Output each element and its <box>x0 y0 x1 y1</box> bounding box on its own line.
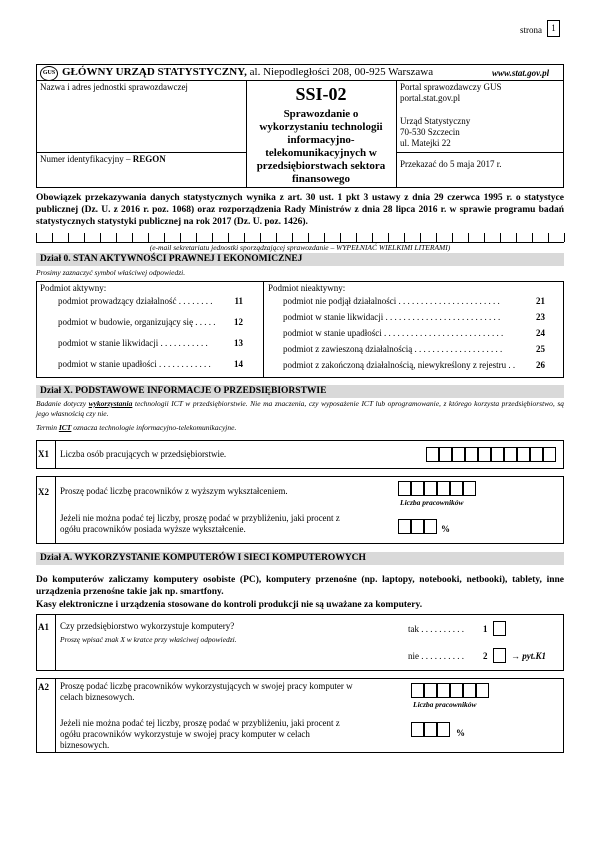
page-label: strona <box>520 25 542 35</box>
email-cell-divider <box>308 233 309 242</box>
a1-question: Czy przedsiębiorstwo wykorzystuje komputery? <box>60 621 235 631</box>
option-code: 14 <box>234 359 243 369</box>
email-cell-divider <box>340 233 341 242</box>
option-code: 24 <box>536 328 545 338</box>
email-cell-divider <box>452 233 453 242</box>
inactive-option-25[interactable] <box>283 344 545 354</box>
a2-caption: Liczba pracowników <box>413 700 477 709</box>
option-label: podmiot w stanie likwidacji . . . . . . . . . . . <box>58 338 208 348</box>
email-cell-divider <box>212 233 213 242</box>
option-code: 26 <box>536 360 545 370</box>
input-cell[interactable] <box>437 683 450 698</box>
email-cell-divider <box>276 233 277 242</box>
a2-alt-text: Jeżeli nie można podać tej liczby, proszę podać w przybliżeniu, jaki procent z ogółu pracowników wykorzystuje w swojej pracy komputer w celach biznesowych. <box>60 718 340 750</box>
option-code: 23 <box>536 312 545 322</box>
input-cell[interactable] <box>491 447 504 462</box>
a1-yes-code: 1 <box>483 624 488 634</box>
ict-definition: Termin ICT oznacza technologie informacyjno-telekomunikacyjne. <box>36 423 237 432</box>
sectionX-intro: Badanie dotyczy wykorzystania technologii ICT w przedsiębiorstwie. Nie ma znaczenia, czy wyposażenie ICT lub oprogramowanie, z którego korzysta przedsiębiorstwo, są jego własnością czy nie. <box>36 399 565 418</box>
x2-percent-input[interactable] <box>398 519 437 534</box>
email-cell-divider <box>372 233 373 242</box>
x2-question: Proszę podać liczbę pracowników z wyższym wykształceniem. <box>60 486 288 496</box>
portal-info: Portal sprawozdawczy GUS portal.stat.gov.pl <box>400 82 502 103</box>
input-cell[interactable] <box>411 683 424 698</box>
email-cell-divider <box>532 233 533 242</box>
input-cell[interactable] <box>463 683 476 698</box>
a2-question: Proszę podać liczbę pracowników wykorzystujących w swojej pracy komputer w celach biznesowych. <box>60 681 353 702</box>
input-cell[interactable] <box>465 447 478 462</box>
email-cell-divider <box>84 233 85 242</box>
option-label: podmiot nie podjął działalności . . . . . . . . . . . . . . . . . . . . . . . <box>283 296 500 306</box>
a2-code: A2 <box>38 682 49 692</box>
email-field[interactable] <box>36 228 564 243</box>
email-cell-divider <box>548 233 549 242</box>
input-cell[interactable] <box>439 447 452 462</box>
email-cell-divider <box>516 233 517 242</box>
option-code: 21 <box>536 296 545 306</box>
email-cell-divider <box>116 233 117 242</box>
sectionA-def2: Kasy elektroniczne i urządzenia stosowane do kontroli produkcji nie są uważane za komputery. <box>36 600 423 610</box>
input-cell[interactable] <box>411 481 424 496</box>
x1-code: X1 <box>38 449 49 459</box>
active-option-12[interactable] <box>58 317 243 327</box>
input-cell[interactable] <box>450 683 463 698</box>
input-cell[interactable] <box>452 447 465 462</box>
active-option-13[interactable] <box>58 338 243 348</box>
email-cell-divider <box>52 233 53 242</box>
form-title: Sprawozdanie o wykorzystaniu technologii informacyjno-telekomunikacyjnych w przedsiębiorstwach sektora finansowego <box>256 108 386 185</box>
input-cell[interactable] <box>517 447 530 462</box>
a1-yes-label: tak . . . . . . . . . . <box>408 624 464 634</box>
sectionA-title: Dział A. WYKORZYSTANIE KOMPUTERÓW I SIECI KOMPUTEROWYCH <box>36 552 564 565</box>
input-cell[interactable] <box>411 519 424 534</box>
inactive-header: Podmiot nieaktywny: <box>268 283 346 293</box>
email-cell-divider <box>500 233 501 242</box>
input-cell[interactable] <box>424 481 437 496</box>
email-cell-divider <box>436 233 437 242</box>
inactive-option-21[interactable] <box>283 296 545 306</box>
a2-percent-sign: % <box>456 728 465 738</box>
input-cell[interactable] <box>450 481 463 496</box>
active-option-14[interactable] <box>58 359 243 369</box>
inactive-option-24[interactable] <box>283 328 545 338</box>
email-cell-divider <box>468 233 469 242</box>
option-label: podmiot z zakończoną działalnością, niewykreślony z rejestru . . <box>283 360 516 370</box>
option-label: podmiot w stanie likwidacji . . . . . . . . . . . . . . . . . . . . . . . . . . <box>283 312 501 322</box>
x2-caption: Liczba pracowników <box>400 498 464 507</box>
email-cell-divider <box>388 233 389 242</box>
option-code: 11 <box>234 296 243 306</box>
option-code: 12 <box>234 317 243 327</box>
a1-no-checkbox[interactable] <box>493 648 506 663</box>
a2-percent-input[interactable] <box>411 722 450 737</box>
input-cell[interactable] <box>476 683 489 698</box>
email-cell-divider <box>324 233 325 242</box>
input-cell[interactable] <box>424 722 437 737</box>
email-cell-divider <box>228 233 229 242</box>
email-caption: (e-mail sekretariatu jednostki sporządzającej sprawozdanie – WYPEŁNIAĆ WIELKIMI LITERAMI) <box>149 243 451 252</box>
id-label: Numer identyfikacyjny – REGON <box>40 154 166 164</box>
section0-instruction: Prosimy zaznaczyć symbol właściwej odpowiedzi. <box>36 268 186 277</box>
input-cell[interactable] <box>424 683 437 698</box>
option-label: podmiot w budowie, organizujący się . . . . . <box>58 317 216 327</box>
website: www.stat.gov.pl <box>492 68 550 78</box>
a1-code: A1 <box>38 622 49 632</box>
email-cell-divider <box>244 233 245 242</box>
input-cell[interactable] <box>463 481 476 496</box>
option-label: podmiot z zawieszoną działalnością . . . . . . . . . . . . . . . . . . . . <box>283 344 503 354</box>
email-cell-divider <box>148 233 149 242</box>
input-cell[interactable] <box>504 447 517 462</box>
option-label: podmiot w stanie upadłości . . . . . . . . . . . . <box>58 359 211 369</box>
email-cell-divider <box>356 233 357 242</box>
email-cell-divider <box>292 233 293 242</box>
input-cell[interactable] <box>411 722 424 737</box>
agency-address: al. Niepodległości 208, 00-925 Warszawa <box>246 66 434 78</box>
sectionA-def1: Do komputerów zaliczamy komputery osobiste (PC), komputery przenośne (np. laptopy, notebooki, netbooki), tablety, inne urządzenia przenośne takie jak np. smartfony. <box>36 575 564 597</box>
option-code: 25 <box>536 344 545 354</box>
email-cell-divider <box>196 233 197 242</box>
input-cell[interactable] <box>530 447 543 462</box>
input-cell[interactable] <box>426 447 439 462</box>
page-number: 1 <box>547 20 560 37</box>
a1-jump: → pyt.K1 <box>511 651 546 661</box>
office-address: Urząd Statystyczny 70-530 Szczecin ul. Matejki 22 <box>400 116 471 148</box>
email-cell-divider <box>484 233 485 242</box>
a2-count-input[interactable] <box>411 683 489 698</box>
a1-no-label: nie . . . . . . . . . . <box>408 651 464 661</box>
input-cell[interactable] <box>478 447 491 462</box>
x2-alt-text: Jeżeli nie można podać tej liczby, proszę podać w przybliżeniu, jaki procent z ogółu pracowników posiada wyższe wykształcenie. <box>60 513 340 534</box>
legal-notice: Obowiązek przekazywania danych statystycznych wynika z art. 30 ust. 1 pkt 3 ustawy z dnia 29 czerwca 1995 r. o statystyce publicznej (Dz. U. z 2016 r. poz. 1068) oraz rozporządzenia Rady Ministrów z dnia 28 lipca 2016 r. w sprawie programu badań statystycznych statystyki publicznej na rok 2017 (Dz. U. poz. 1426). <box>36 193 564 227</box>
deadline: Przekazać do 5 maja 2017 r. <box>400 159 502 169</box>
x1-input[interactable] <box>426 447 556 462</box>
x2-count-input[interactable] <box>398 481 476 496</box>
x2-percent-sign: % <box>441 524 450 534</box>
option-code: 13 <box>234 338 243 348</box>
agency-line <box>62 66 433 78</box>
email-cell-divider <box>132 233 133 242</box>
email-cell-divider <box>404 233 405 242</box>
email-cell-divider <box>164 233 165 242</box>
form-code: SSI-02 <box>295 84 347 104</box>
a1-yes-checkbox[interactable] <box>493 621 506 636</box>
option-label: podmiot w stanie upadłości . . . . . . . . . . . . . . . . . . . . . . . . . . . <box>283 328 504 338</box>
agency-name: GŁÓWNY URZĄD STATYSTYCZNY, <box>62 66 247 78</box>
email-cell-divider <box>100 233 101 242</box>
x2-code: X2 <box>38 487 49 497</box>
a1-no-code: 2 <box>483 651 488 661</box>
input-cell[interactable] <box>424 519 437 534</box>
a1-hint: Proszę wpisać znak X w kratce przy właściwej odpowiedzi. <box>60 635 237 644</box>
input-cell[interactable] <box>398 481 411 496</box>
active-header: Podmiot aktywny: <box>40 283 107 293</box>
input-cell[interactable] <box>398 519 411 534</box>
email-cell-divider <box>68 233 69 242</box>
active-option-11[interactable] <box>58 296 243 306</box>
email-cell-divider <box>564 233 565 242</box>
email-cell-divider <box>180 233 181 242</box>
gus-logo: GUS <box>40 66 58 81</box>
sectionX-title: Dział X. PODSTAWOWE INFORMACJE O PRZEDSIĘBIORSTWIE <box>36 385 564 398</box>
email-cell-divider <box>420 233 421 242</box>
input-cell[interactable] <box>437 722 450 737</box>
email-cell-divider <box>260 233 261 242</box>
x1-question: Liczba osób pracujących w przedsiębiorstwie. <box>60 449 227 459</box>
section0-title: Dział 0. STAN AKTYWNOŚCI PRAWNEJ I EKONOMICZNEJ <box>36 253 564 266</box>
unit-name-label: Nazwa i adres jednostki sprawozdawczej <box>40 82 188 92</box>
option-label: podmiot prowadzący działalność . . . . . . . . <box>58 296 213 306</box>
inactive-option-26[interactable] <box>283 360 545 370</box>
email-cell-divider <box>36 233 37 242</box>
input-cell[interactable] <box>437 481 450 496</box>
inactive-option-23[interactable] <box>283 312 545 322</box>
input-cell[interactable] <box>543 447 556 462</box>
